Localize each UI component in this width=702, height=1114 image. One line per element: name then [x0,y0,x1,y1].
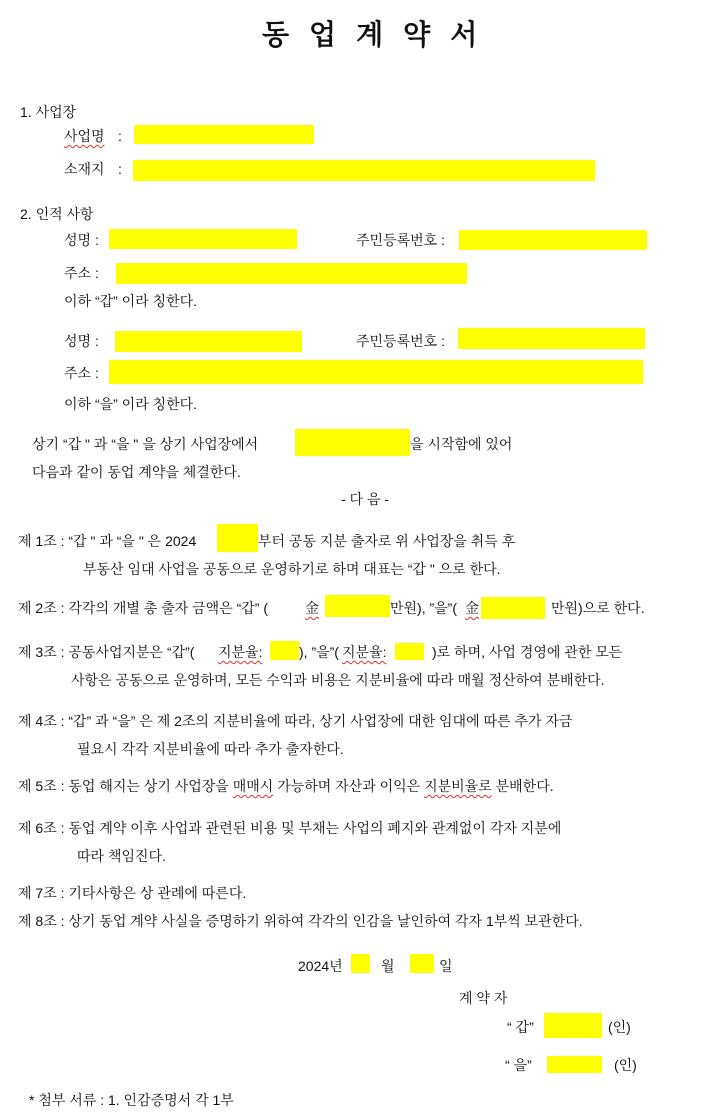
article-1-end: 부터 공동 지분 출자로 위 사업장을 취득 후 [258,533,516,549]
intro-line1-start: 상기 “갑 " 과 “을 " 을 상기 사업장에서 [32,436,259,452]
party2-name-field[interactable] [115,331,302,352]
share-ratio-label: 지분율: [342,644,387,660]
party1-address-label: 주소 : [64,265,99,281]
article-5: 제 5조 : 동업 해지는 상기 사업장을 매매시 가능하며 자산과 이익은 지분비율로 분배한다. [18,778,554,794]
article-6-line1: 제 6조 : 동업 계약 이후 사업과 관련된 비용 및 부채는 사업의 폐지와 관계없이 각자 지분에 [18,820,562,836]
start-date-field[interactable] [217,524,258,552]
party2-designation: 이하 “을” 이라 칭한다. [64,396,198,412]
currency-symbol: 金 [465,600,479,616]
date-month-label: 월 [381,958,395,974]
party1-address-field[interactable] [116,263,467,284]
business-address-field[interactable] [133,160,595,181]
party2-share-field[interactable] [395,643,424,660]
date-day-label: 일 [439,958,453,974]
article-2-end: 만원)으로 한다. [551,600,645,616]
currency-symbol: 金 [305,600,319,616]
article-8: 제 8조 : 상기 동업 계약 사실을 증명하기 위하여 각각의 인감을 날인하여 각자 1부씩 보관한다. [18,913,583,929]
article-7: 제 7조 : 기타사항은 상 관례에 따른다. [18,885,247,901]
date-month-field[interactable] [351,954,370,973]
business-address-label: 소재지 [64,161,105,177]
contractors-heading: 계 약 자 [459,990,508,1006]
article-6-line2: 따라 책임진다. [77,848,166,864]
party1-sign-label: “ 갑” [507,1019,534,1035]
article-2-mid: 만원), ”을”( [390,600,457,616]
party1-designation: 이하 “갑” 이라 칭한다. [64,293,198,309]
business-type-field[interactable] [295,429,410,456]
party1-rrn-field[interactable] [459,230,647,250]
business-name-field[interactable] [134,125,314,144]
share-ratio-label: 지분율: [218,644,263,660]
party2-rrn-field[interactable] [458,328,645,349]
section-personal-heading: 2. 인적 사항 [20,206,94,222]
date-year: 2024년 [298,958,343,974]
section-business-heading: 1. 사업장 [20,104,77,120]
article-3-mid: ), ”을”( [299,644,339,660]
document-title: 동업계약서 [262,19,498,50]
colon: : [118,161,122,177]
party1-share-field[interactable] [270,641,299,660]
date-day-field[interactable] [410,954,434,973]
colon: : [118,128,122,144]
party1-rrn-label: 주민등록번호 : [356,232,445,248]
article-4-line1: 제 4조 : “갑” 과 “을” 은 제 2조의 지분비율에 따라, 상기 사업장에 대한 임대에 따른 추가 자금 [18,713,573,729]
party2-contribution-field[interactable] [481,597,545,619]
party2-address-label: 주소 : [64,365,99,381]
intro-line1-end: 을 시작함에 있어 [410,436,513,452]
party2-signature-field[interactable] [547,1056,602,1073]
attachment-note: * 첨부 서류 : 1. 인감증명서 각 1부 [29,1092,234,1108]
party2-address-field[interactable] [109,360,643,384]
party1-name-field[interactable] [109,229,297,249]
intro-line2: 다음과 같이 동업 계약을 체결한다. [32,464,241,480]
party1-name-label: 성명 : [64,232,99,248]
article-1-line2: 부동산 임대 사업을 공동으로 운영하기로 하며 대표는 “갑 " 으로 한다. [83,561,501,577]
party2-rrn-label: 주민등록번호 : [356,333,445,349]
clauses-heading: - 다 음 - [341,491,390,507]
article-3-line2: 사항은 공동으로 운영하며, 모든 수익과 비용은 지분비율에 따라 매월 정산하여 분배한다. [71,672,605,688]
party2-sign-label: “ 을” [505,1057,532,1073]
party1-signature-field[interactable] [544,1013,602,1038]
party1-contribution-field[interactable] [325,595,390,617]
article-2-start: 제 2조 : 각각의 개별 총 출자 금액은 “갑” ( [18,600,269,616]
article-1-start: 제 1조 : “갑 " 과 “을 " 은 2024 [18,533,197,549]
party2-name-label: 성명 : [64,333,99,349]
article-3-start: 제 3조 : 공동사업지분은 “갑”( [18,644,195,660]
business-name-label: 사업명 [64,128,105,144]
party1-seal: (인) [608,1019,631,1035]
article-3-end: )로 하며, 사업 경영에 관한 모든 [432,644,623,660]
article-4-line2: 필요시 각각 지분비율에 따라 추가 출자한다. [77,741,344,757]
party2-seal: (인) [614,1057,637,1073]
